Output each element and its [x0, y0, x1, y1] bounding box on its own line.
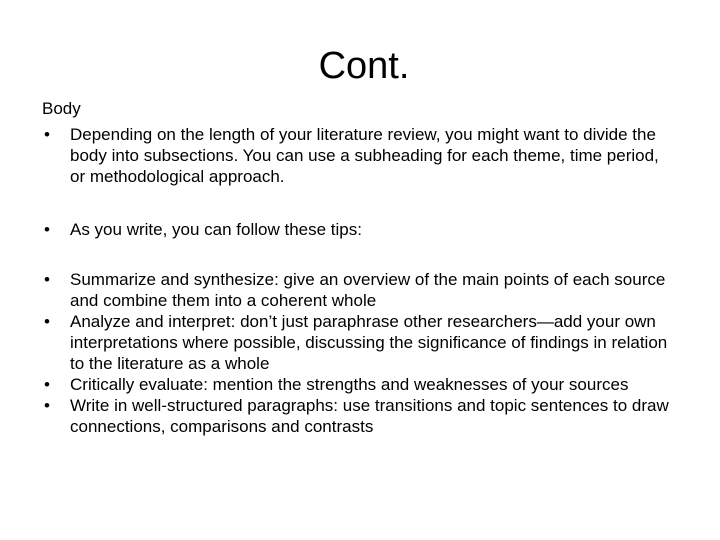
- bullet-text: Write in well-structured paragraphs: use transitions and topic sentences to draw connections, comparisons and contrasts: [70, 396, 669, 436]
- bullet-list: [42, 124, 672, 437]
- bullet-item-summarize: [42, 269, 672, 311]
- bullet-glyph: •: [44, 270, 50, 289]
- slide-title-text: Cont.: [318, 45, 410, 87]
- bullet-item-subsections: [42, 124, 672, 187]
- slide-title: [0, 42, 720, 90]
- bullet-glyph: •: [44, 125, 50, 144]
- list-spacer: [42, 240, 672, 269]
- bullet-item-evaluate: [42, 374, 672, 395]
- bullet-item-tips-intro: [42, 219, 672, 240]
- section-heading: Body: [42, 99, 81, 118]
- bullet-glyph: •: [44, 312, 50, 331]
- bullet-text: Summarize and synthesize: give an overview of the main points of each source and combine them into a coherent whole: [70, 270, 666, 310]
- bullet-glyph: •: [44, 375, 50, 394]
- bullet-text: Depending on the length of your literature review, you might want to divide the body into subsections. You can use a subheading for each theme, time period, or methodological approach.: [70, 125, 659, 186]
- bullet-glyph: •: [44, 396, 50, 415]
- bullet-item-paragraphs: [42, 395, 672, 437]
- bullet-text: Critically evaluate: mention the strengths and weaknesses of your sources: [70, 375, 629, 394]
- bullet-item-analyze: [42, 311, 672, 374]
- bullet-text: Analyze and interpret: don’t just paraphrase other researchers—add your own interpretations where possible, discussing the significance of findings in relation to the literature as a whole: [70, 312, 668, 373]
- bullet-text: As you write, you can follow these tips:: [70, 220, 362, 239]
- bullet-glyph: •: [44, 220, 50, 239]
- list-spacer: [42, 187, 672, 219]
